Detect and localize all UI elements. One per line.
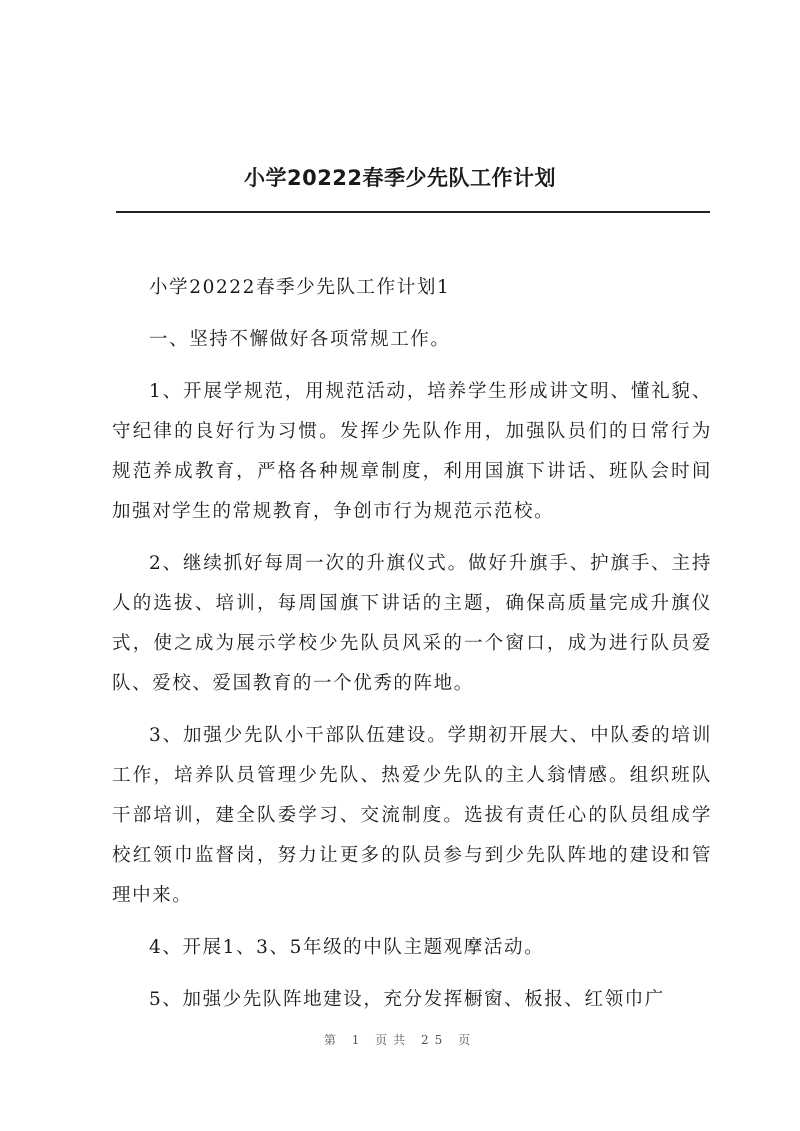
footer-total-pages: 25 [421, 1033, 449, 1047]
paragraph-item-3: 3、加强少先队小干部队伍建设。学期初开展大、中队委的培训工作，培养队员管理少先队、热爱少先队的主人翁情感。组织班队干部培训，建全队委学习、交流制度。选拔有责任心的队员组成学校红领巾监督岗，努力让更多的队员参与到少先队阵地的建设和管理中来。 [112, 725, 712, 906]
paragraph-section-1: 一、坚持不懈做好各项常规工作。 [149, 329, 451, 350]
page-footer [0, 1032, 800, 1048]
footer-prefix: 第 [323, 1033, 342, 1047]
footer-middle: 页共 [375, 1033, 412, 1047]
title-divider [116, 211, 710, 213]
document-title: 小学20222春季少先队工作计划 [243, 166, 557, 190]
paragraph-item-2: 2、继续抓好每周一次的升旗仪式。做好升旗手、护旗手、主持人的选拔、培训，每周国旗下讲话的主题，确保高质量完成升旗仪式，使之成为展示学校少先队员风采的一个窗口，成为进行队员爱队、爱校、爱国教育的一个优秀的阵地。 [112, 553, 712, 694]
paragraph-item-4: 4、开展1、3、5年级的中队主题观摩活动。 [149, 937, 545, 958]
footer-page-number: 1 [351, 1033, 366, 1047]
footer-suffix: 页 [458, 1033, 477, 1047]
document-body [112, 268, 712, 1020]
paragraph-item-1: 1、开展学规范，用规范活动，培养学生形成讲文明、懂礼貌、守纪律的良好行为习惯。发挥少先队作用，加强队员们的日常行为规范养成教育，严格各种规章制度，利用国旗下讲话、班队会时间加强对学生的常规教育，争创市行为规范示范校。 [112, 381, 712, 522]
paragraph-heading: 小学20222春季少先队工作计划1 [149, 277, 451, 298]
paragraph-item-5: 5、加强少先队阵地建设，充分发挥橱窗、板报、红领巾广 [149, 989, 665, 1010]
